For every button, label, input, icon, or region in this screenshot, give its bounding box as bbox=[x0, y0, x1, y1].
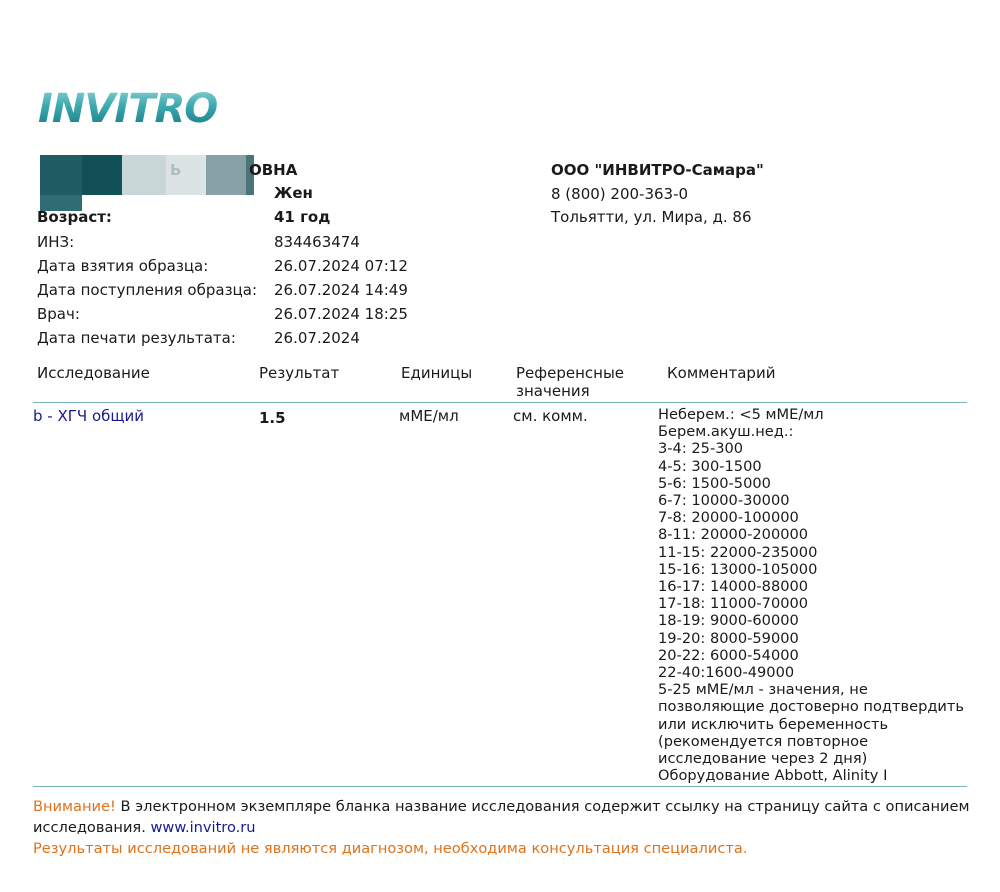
header-comment: Комментарий bbox=[667, 364, 776, 382]
header-study: Исследование bbox=[37, 364, 150, 382]
header-result: Результат bbox=[259, 364, 340, 382]
reference-value: см. комм. bbox=[513, 407, 588, 425]
age-label: Возраст: bbox=[37, 208, 112, 226]
sample-taken-label: Дата взятия образца: bbox=[37, 257, 209, 275]
invitro-site-link[interactable]: www.invitro.ru bbox=[150, 819, 256, 836]
invitro-logo: INVITRO bbox=[38, 86, 218, 132]
disclaimer: Результаты исследований не являются диагнозом, необходима консультация специалиста. bbox=[33, 840, 748, 857]
inz-label: ИНЗ: bbox=[37, 233, 75, 251]
print-date-label: Дата печати результата: bbox=[37, 329, 236, 347]
header-units: Единицы bbox=[401, 364, 473, 382]
lab-name: ООО "ИНВИТРО-Самара" bbox=[551, 161, 764, 179]
sample-received-label: Дата поступления образца: bbox=[37, 281, 257, 299]
sample-taken-value: 26.07.2024 07:12 bbox=[274, 257, 408, 275]
comment-text: Неберем.: <5 мМЕ/мл Берем.акуш.нед.: 3-4: 25-300 4-5: 300-1500 5-6: 1500-5000 6-7: 10000-30000 7-8: 20000-100000 8-11: 20000-200000 11-15: 22000-235000 15-16: 13000-105000 16-17: 14000-88000 17-18: 11000-70000 18-19: 9000-60000 19-20: 8000-59000 20-22: 6000-54000 22-40:1600-49000 5-25 мМЕ/мл - значения, не позволяющие достоверно подтвердить или исключить беременность (рекомендуется повторное исследование через 2 дня) Оборудование Abbott, Alinity I bbox=[658, 406, 965, 785]
inz-value: 834463474 bbox=[274, 233, 360, 251]
header-divider bbox=[33, 402, 967, 403]
footer-note bbox=[33, 796, 973, 838]
lab-phone: 8 (800) 200-363-0 bbox=[551, 185, 689, 203]
age-value: 41 год bbox=[274, 208, 331, 226]
sample-received-value: 26.07.2024 14:49 bbox=[274, 281, 408, 299]
lab-address: Тольятти, ул. Мира, д. 86 bbox=[551, 208, 752, 226]
table-bottom-divider bbox=[33, 786, 967, 787]
footer-note-text: В электронном экземпляре бланка название исследования содержит ссылку на страницу сайта с описанием исследования. bbox=[33, 798, 970, 836]
doctor-label: Врач: bbox=[37, 305, 80, 323]
attention-label: Внимание! bbox=[33, 798, 116, 815]
doctor-value: 26.07.2024 18:25 bbox=[274, 305, 408, 323]
patient-sex: Жен bbox=[274, 184, 313, 202]
print-date-value: 26.07.2024 bbox=[274, 329, 360, 347]
study-link[interactable]: b - ХГЧ общий bbox=[33, 407, 144, 425]
units-value: мМЕ/мл bbox=[399, 407, 459, 425]
header-reference: Референсные значения bbox=[516, 364, 625, 400]
patient-name: ОВНА bbox=[249, 161, 298, 179]
patient-name-fragment: Ь bbox=[170, 161, 182, 179]
result-value: 1.5 bbox=[259, 409, 286, 427]
redacted-name-block bbox=[40, 155, 250, 215]
